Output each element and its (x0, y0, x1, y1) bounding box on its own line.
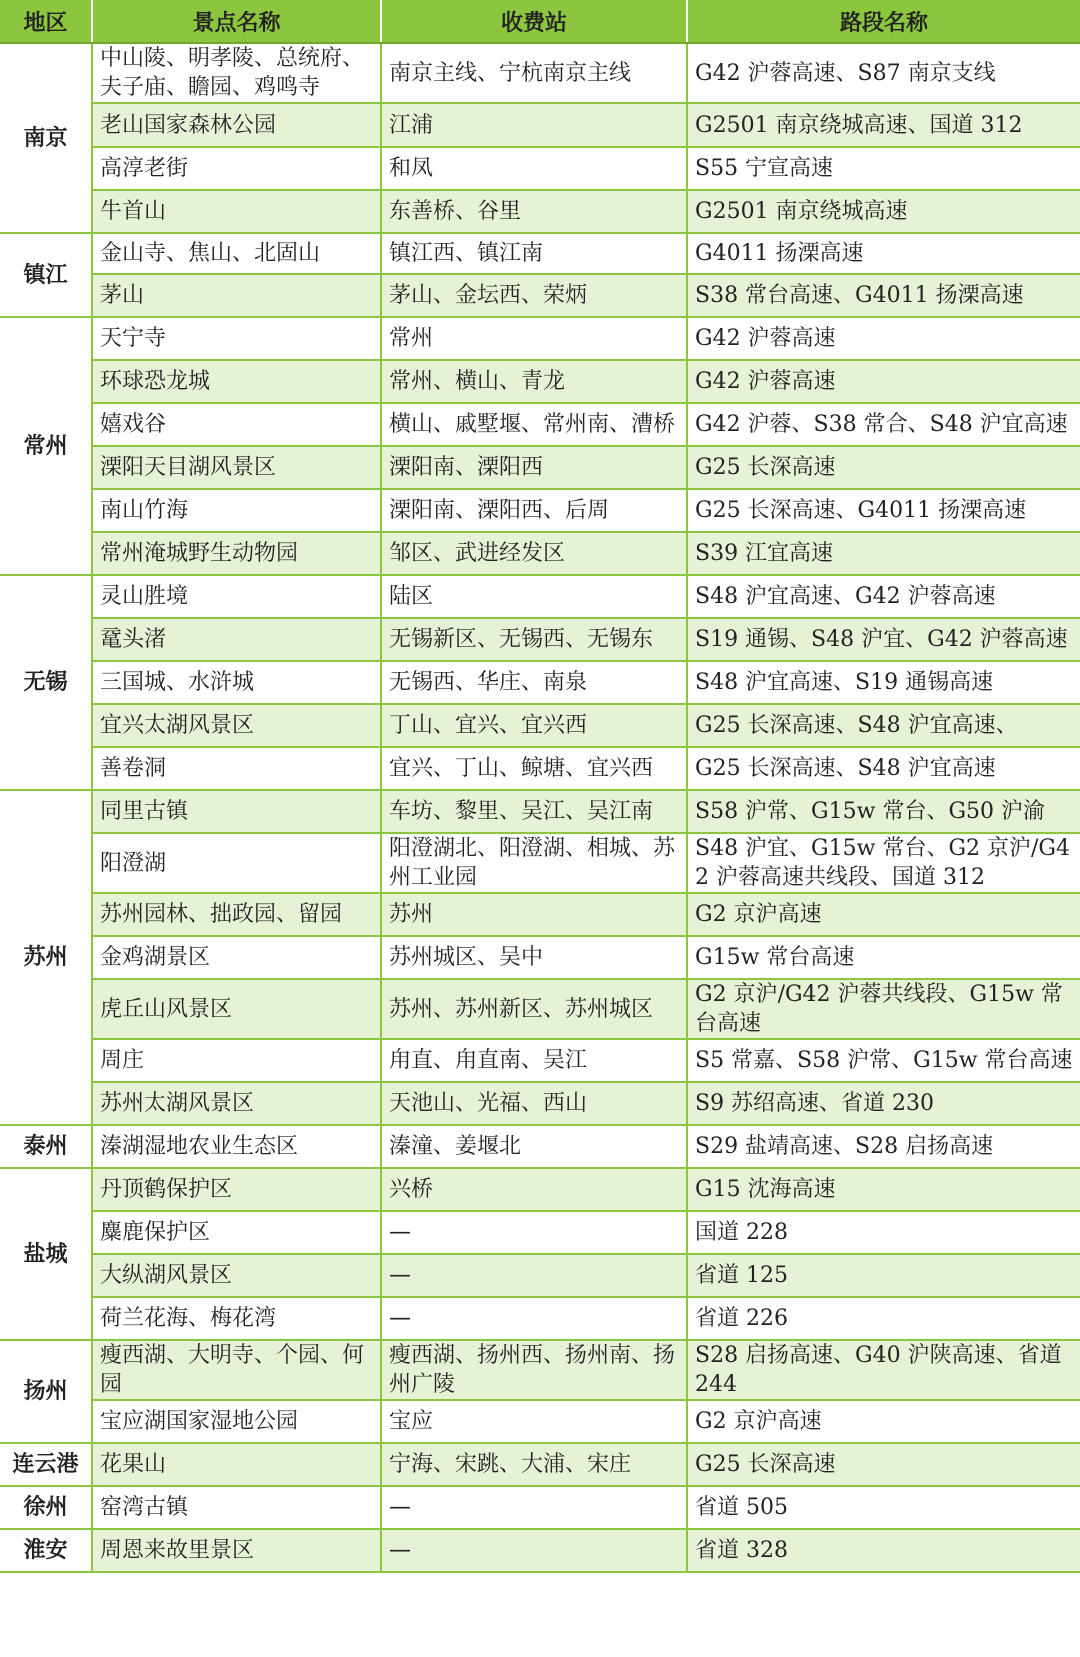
spot-cell: 天宁寺 (92, 317, 381, 360)
region-cell: 镇江 (0, 233, 92, 317)
spot-cell: 同里古镇 (92, 790, 381, 833)
table-row (0, 43, 1080, 103)
road-section-cell: G25 长深高速、S48 沪宜高速、 (687, 704, 1080, 747)
header-toll: 收费站 (381, 0, 687, 43)
table-row (0, 661, 1080, 704)
road-section-cell: 省道 226 (687, 1297, 1080, 1340)
table-row (0, 1529, 1080, 1572)
spot-cell: 金鸡湖景区 (92, 936, 381, 979)
toll-station-cell: 常州 (381, 317, 687, 360)
table-row (0, 446, 1080, 489)
toll-station-cell: — (381, 1254, 687, 1297)
table-row (0, 103, 1080, 147)
spot-cell: 宜兴太湖风景区 (92, 704, 381, 747)
toll-station-cell: 瘦西湖、扬州西、扬州南、扬州广陵 (381, 1340, 687, 1400)
toll-station-cell: 宁海、宋跳、大浦、宋庄 (381, 1443, 687, 1486)
toll-station-cell: 无锡西、华庄、南泉 (381, 661, 687, 704)
table-row (0, 1082, 1080, 1125)
spot-cell: 善卷洞 (92, 747, 381, 790)
table-row (0, 704, 1080, 747)
spot-cell: 宝应湖国家湿地公园 (92, 1400, 381, 1443)
road-section-cell: G25 长深高速 (687, 446, 1080, 489)
road-section-cell: G25 长深高速、G4011 扬溧高速 (687, 489, 1080, 532)
spot-cell: 周恩来故里景区 (92, 1529, 381, 1572)
road-section-cell: S5 常嘉、S58 沪常、G15w 常台高速 (687, 1039, 1080, 1082)
road-section-cell: S48 沪宜高速、S19 通锡高速 (687, 661, 1080, 704)
table-row (0, 1443, 1080, 1486)
table-row (0, 936, 1080, 979)
region-cell: 南京 (0, 43, 92, 233)
region-cell: 无锡 (0, 575, 92, 790)
table-row (0, 575, 1080, 618)
toll-station-cell: — (381, 1211, 687, 1254)
road-section-cell: S19 通锡、S48 沪宜、G42 沪蓉高速 (687, 618, 1080, 661)
region-cell: 连云港 (0, 1443, 92, 1486)
road-section-cell: G2501 南京绕城高速 (687, 190, 1080, 233)
spot-cell: 窑湾古镇 (92, 1486, 381, 1529)
toll-station-cell: 南京主线、宁杭南京主线 (381, 43, 687, 103)
spot-cell: 牛首山 (92, 190, 381, 233)
spot-cell: 苏州园林、拙政园、留园 (92, 893, 381, 936)
toll-station-cell: — (381, 1297, 687, 1340)
table-row (0, 1254, 1080, 1297)
road-section-cell: 国道 228 (687, 1211, 1080, 1254)
toll-station-cell: 陆区 (381, 575, 687, 618)
road-section-cell: G42 沪蓉高速 (687, 317, 1080, 360)
road-section-cell: S9 苏绍高速、省道 230 (687, 1082, 1080, 1125)
spot-cell: 中山陵、明孝陵、总统府、夫子庙、瞻园、鸡鸣寺 (92, 43, 381, 103)
spot-cell: 周庄 (92, 1039, 381, 1082)
toll-station-cell: 兴桥 (381, 1168, 687, 1211)
table-row (0, 274, 1080, 317)
table-row (0, 403, 1080, 446)
spot-cell: 麋鹿保护区 (92, 1211, 381, 1254)
table-row (0, 1039, 1080, 1082)
toll-station-cell: 邹区、武进经发区 (381, 532, 687, 575)
road-section-cell: S58 沪常、G15w 常台、G50 沪渝 (687, 790, 1080, 833)
region-cell: 苏州 (0, 790, 92, 1125)
table-row (0, 147, 1080, 190)
table-row (0, 1297, 1080, 1340)
road-section-cell: S55 宁宣高速 (687, 147, 1080, 190)
toll-station-cell: 宝应 (381, 1400, 687, 1443)
road-section-cell: S28 启扬高速、G40 沪陕高速、省道 244 (687, 1340, 1080, 1400)
spot-cell: 南山竹海 (92, 489, 381, 532)
table-row (0, 489, 1080, 532)
region-cell: 扬州 (0, 1340, 92, 1443)
spot-cell: 虎丘山风景区 (92, 979, 381, 1039)
road-section-cell: 省道 125 (687, 1254, 1080, 1297)
spot-cell: 阳澄湖 (92, 833, 381, 893)
spot-cell: 灵山胜境 (92, 575, 381, 618)
region-cell: 泰州 (0, 1125, 92, 1168)
spot-cell: 三国城、水浒城 (92, 661, 381, 704)
toll-station-cell: 江浦 (381, 103, 687, 147)
toll-station-cell: 天池山、光福、西山 (381, 1082, 687, 1125)
table-row (0, 893, 1080, 936)
spot-cell: 高淳老街 (92, 147, 381, 190)
table-row (0, 1486, 1080, 1529)
spot-cell: 鼋头渚 (92, 618, 381, 661)
road-section-cell: G25 长深高速 (687, 1443, 1080, 1486)
road-section-cell: S29 盐靖高速、S28 启扬高速 (687, 1125, 1080, 1168)
toll-station-cell: 溧阳南、溧阳西、后周 (381, 489, 687, 532)
table-row (0, 1125, 1080, 1168)
spot-cell: 环球恐龙城 (92, 360, 381, 403)
road-section-cell: G2 京沪高速 (687, 893, 1080, 936)
road-section-cell: G42 沪蓉、S38 常合、S48 沪宜高速 (687, 403, 1080, 446)
road-section-cell: G2501 南京绕城高速、国道 312 (687, 103, 1080, 147)
table-row (0, 790, 1080, 833)
spot-cell: 苏州太湖风景区 (92, 1082, 381, 1125)
toll-station-cell: — (381, 1486, 687, 1529)
road-section-cell: G15 沈海高速 (687, 1168, 1080, 1211)
toll-station-cell: — (381, 1529, 687, 1572)
toll-station-cell: 宜兴、丁山、鲸塘、宜兴西 (381, 747, 687, 790)
spot-cell: 溱湖湿地农业生态区 (92, 1125, 381, 1168)
toll-station-cell: 镇江西、镇江南 (381, 233, 687, 274)
header-road: 路段名称 (687, 0, 1080, 43)
road-section-cell: G42 沪蓉高速、S87 南京支线 (687, 43, 1080, 103)
spot-cell: 大纵湖风景区 (92, 1254, 381, 1297)
toll-station-cell: 横山、戚墅堰、常州南、漕桥 (381, 403, 687, 446)
table-row (0, 833, 1080, 893)
toll-station-cell: 东善桥、谷里 (381, 190, 687, 233)
spot-cell: 老山国家森林公园 (92, 103, 381, 147)
toll-station-cell: 苏州、苏州新区、苏州城区 (381, 979, 687, 1039)
spot-cell: 花果山 (92, 1443, 381, 1486)
table-row (0, 233, 1080, 274)
spot-cell: 茅山 (92, 274, 381, 317)
toll-station-cell: 溧阳南、溧阳西 (381, 446, 687, 489)
table-row (0, 190, 1080, 233)
spot-cell: 常州淹城野生动物园 (92, 532, 381, 575)
toll-station-cell: 常州、横山、青龙 (381, 360, 687, 403)
toll-station-cell: 苏州 (381, 893, 687, 936)
table-row (0, 618, 1080, 661)
header-row (0, 0, 1080, 43)
header-region: 地区 (0, 0, 92, 43)
road-section-cell: G2 京沪/G42 沪蓉共线段、G15w 常台高速 (687, 979, 1080, 1039)
table-row (0, 360, 1080, 403)
toll-station-cell: 溱潼、姜堰北 (381, 1125, 687, 1168)
road-section-cell: S48 沪宜高速、G42 沪蓉高速 (687, 575, 1080, 618)
spot-cell: 溧阳天目湖风景区 (92, 446, 381, 489)
table-row (0, 979, 1080, 1039)
table-row (0, 1168, 1080, 1211)
road-section-cell: G2 京沪高速 (687, 1400, 1080, 1443)
table-row (0, 532, 1080, 575)
table-row (0, 1400, 1080, 1443)
spot-cell: 荷兰花海、梅花湾 (92, 1297, 381, 1340)
road-section-cell: S38 常台高速、G4011 扬溧高速 (687, 274, 1080, 317)
spot-cell: 金山寺、焦山、北固山 (92, 233, 381, 274)
toll-station-cell: 车坊、黎里、吴江、吴江南 (381, 790, 687, 833)
toll-station-cell: 和凤 (381, 147, 687, 190)
road-section-cell: 省道 328 (687, 1529, 1080, 1572)
header-spot: 景点名称 (92, 0, 381, 43)
road-section-cell: G42 沪蓉高速 (687, 360, 1080, 403)
spot-cell: 瘦西湖、大明寺、个园、何园 (92, 1340, 381, 1400)
road-section-cell: G15w 常台高速 (687, 936, 1080, 979)
table-row (0, 1211, 1080, 1254)
table-row (0, 747, 1080, 790)
spot-cell: 丹顶鹤保护区 (92, 1168, 381, 1211)
region-cell: 淮安 (0, 1529, 92, 1572)
road-section-cell: 省道 505 (687, 1486, 1080, 1529)
toll-station-cell: 阳澄湖北、阳澄湖、相城、苏州工业园 (381, 833, 687, 893)
table-row (0, 317, 1080, 360)
road-section-cell: G25 长深高速、S48 沪宜高速 (687, 747, 1080, 790)
region-cell: 常州 (0, 317, 92, 575)
region-cell: 徐州 (0, 1486, 92, 1529)
toll-station-cell: 苏州城区、吴中 (381, 936, 687, 979)
region-cell: 盐城 (0, 1168, 92, 1340)
road-section-cell: S39 江宜高速 (687, 532, 1080, 575)
spot-cell: 嬉戏谷 (92, 403, 381, 446)
toll-station-cell: 甪直、甪直南、吴江 (381, 1039, 687, 1082)
toll-station-cell: 丁山、宜兴、宜兴西 (381, 704, 687, 747)
road-section-cell: S48 沪宜、G15w 常台、G2 京沪/G42 沪蓉高速共线段、国道 312 (687, 833, 1080, 893)
table-row (0, 1340, 1080, 1400)
toll-station-cell: 无锡新区、无锡西、无锡东 (381, 618, 687, 661)
road-section-cell: G4011 扬溧高速 (687, 233, 1080, 274)
toll-station-cell: 茅山、金坛西、荣炳 (381, 274, 687, 317)
